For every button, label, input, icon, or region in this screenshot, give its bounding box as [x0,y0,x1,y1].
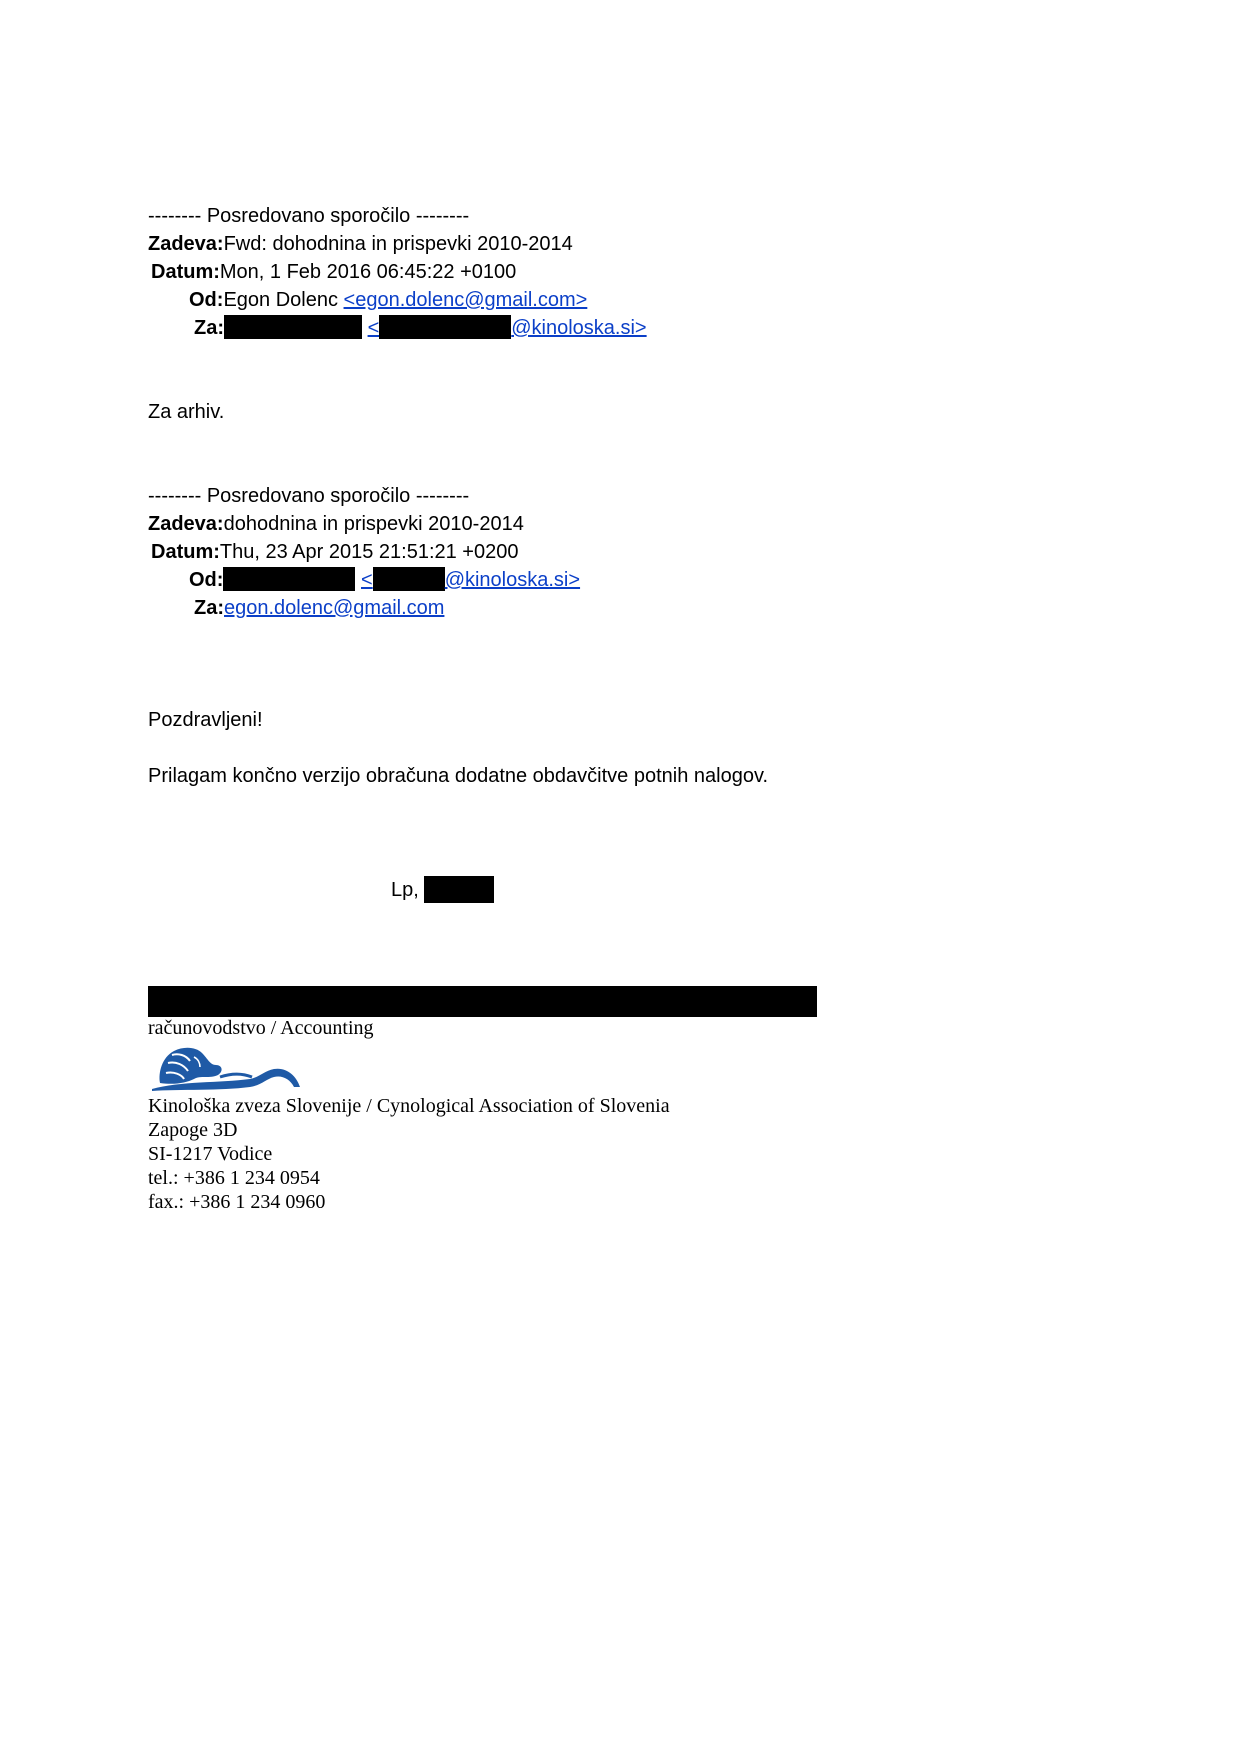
subject-value: Fwd: dohodnina in prispevki 2010-2014 [223,233,573,255]
subject-label: Zadeva: [148,513,224,535]
to-label: Za: [194,317,224,339]
date-value: Thu, 23 Apr 2015 21:51:21 +0200 [219,541,519,563]
closing-text: Lp, [391,879,419,901]
redacted-email-user [379,315,511,339]
redacted-name [224,315,362,339]
to-label: Za: [194,597,224,619]
redacted-signature-name [148,986,817,1017]
to-email-link[interactable]: egon.dolenc@gmail.com [224,597,445,619]
from-label: Od: [189,569,224,591]
redacted-signer [424,876,494,903]
forward-separator-2: -------- Posredovano sporočilo -------- [148,485,470,507]
to-email-link[interactable]: < @kinoloska.si> [367,317,647,339]
subject-value: dohodnina in prispevki 2010-2014 [223,513,524,535]
signature-fax: fax.: +386 1 234 0960 [148,1191,326,1213]
redacted-email-user [373,567,445,591]
lion-logo-graphic [150,1043,302,1093]
signature-city: SI-1217 Vodice [148,1143,273,1165]
forward2-from-row [189,567,580,593]
forward2-date-row [151,539,518,565]
forward-separator-1: -------- Posredovano sporočilo -------- [148,205,470,227]
redacted-name [223,567,355,591]
lion-logo-icon [150,1043,302,1093]
forward1-from-row [189,287,587,313]
forward2-to-row [194,595,444,621]
signature-organization: Kinološka zveza Slovenije / Cynological Association of Slovenia [148,1095,670,1117]
from-email-link[interactable]: < @kinoloska.si> [361,569,581,591]
from-label: Od: [189,289,224,311]
date-label: Datum: [151,261,220,283]
signature-street: Zapoge 3D [148,1119,238,1141]
signature-department: računovodstvo / Accounting [148,1017,374,1039]
greeting: Pozdravljeni! [148,709,263,731]
subject-label: Zadeva: [148,233,224,255]
archive-note: Za arhiv. [148,401,225,423]
date-value: Mon, 1 Feb 2016 06:45:22 +0100 [219,261,517,283]
closing-row [391,876,494,903]
from-name: Egon Dolenc [223,289,338,311]
forward1-to-row [194,315,647,341]
signature-tel: tel.: +386 1 234 0954 [148,1167,320,1189]
forward1-date-row [151,259,516,285]
forward2-subject-row [148,511,524,537]
date-label: Datum: [151,541,220,563]
from-email-link[interactable]: <egon.dolenc@gmail.com> [343,289,588,311]
message-text: Prilagam končno verzijo obračuna dodatne obdavčitve potnih nalogov. [148,765,769,787]
forward1-subject-row [148,231,573,257]
